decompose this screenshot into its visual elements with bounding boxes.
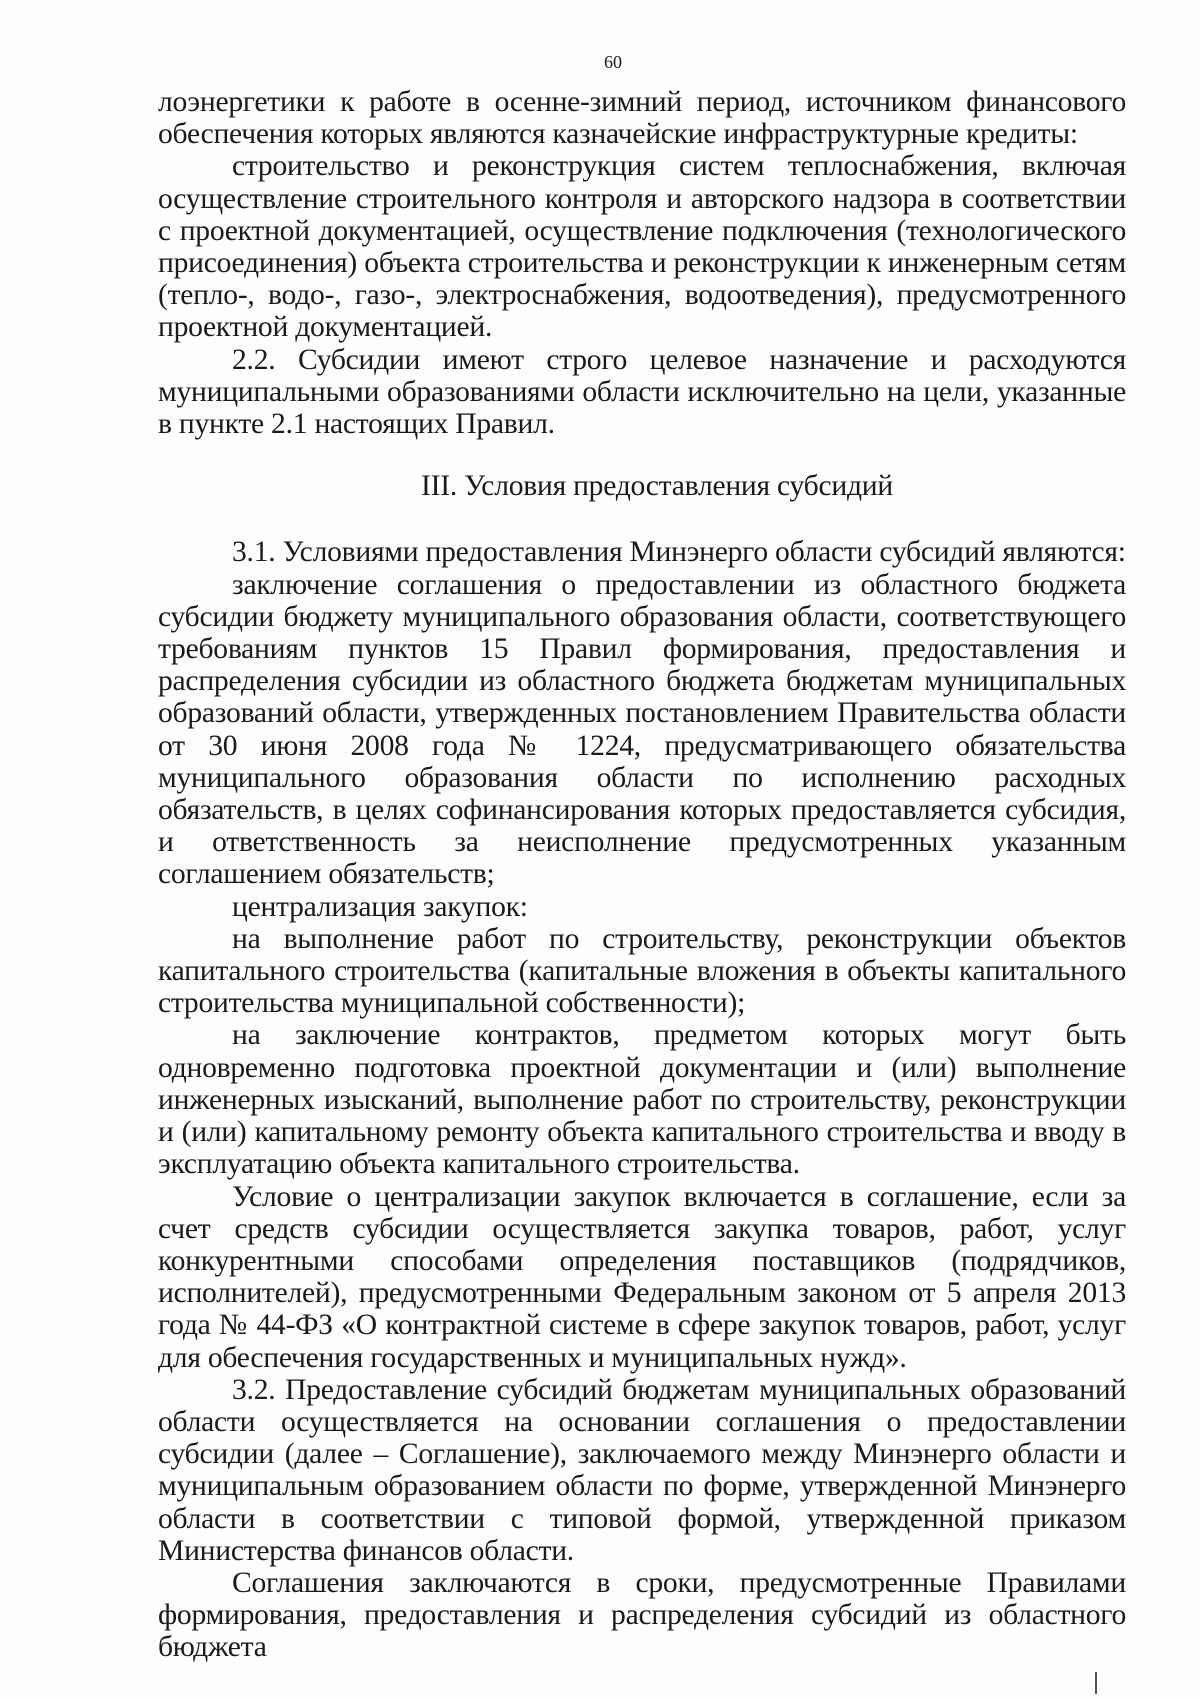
section-heading: III. Условия предоставления субсидий <box>421 470 893 503</box>
paragraph-continuation: лоэнергетики к работе в осенне-зимний период, источником финансового обеспечения которых являются казначейские инфраструктурные кредиты: <box>158 86 1126 151</box>
paragraph-agreement-conclusion: заключение соглашения о предоставлении из областного бюджета субсидии бюджету муниципального образования области, соответствующего требованиям пунктов 15 Правил формирования, предоставления и распределения субсидии из областного бюджета бюджетам муниципальных образований области, утвержденных постановлением Правительства области от 30 июня 2008 года № 1224, предусматривающего обязательства муниципального образования области по исполнению расходных обязательств, в целях софинансирования которых предоставляется субсидия, и ответственность за неисполнение предусмотренных указанным соглашением обязательств; <box>158 568 1126 891</box>
paragraph-centralization-condition: Условие о централизации закупок включается в соглашение, если за счет средств субсидии осуществляется закупка товаров, работ, услуг конкурентными способами определения поставщиков (подрядчиков, исполнителей), предусмотренными Федеральным законом от 5 апреля 2013 года № 44-ФЗ «О контрактной системе в сфере закупок товаров, работ, услуг для обеспечения государственных и муниципальных нужд». <box>158 1180 1126 1374</box>
page-number: 60 <box>604 52 622 72</box>
paragraph-contracts: на заключение контрактов, предметом которых могут быть одновременно подготовка проектной документации и (или) выполнение инженерных изысканий, выполнение работ по строительству, реконструкции и (или) капитальному ремонту объекта капитального строительства и вводу в эксплуатацию объекта капитального строительства. <box>158 1019 1126 1181</box>
paragraph-centralization: централизация закупок: <box>232 890 528 923</box>
paragraph-construction-works: на выполнение работ по строительству, реконструкции объектов капитального строительства (капитальные вложения в объекты капитального строительства муниципальной собственности); <box>158 922 1126 1020</box>
scan-mark <box>1095 1672 1097 1694</box>
document-body <box>158 86 1126 1664</box>
paragraph-2-2: 2.2. Субсидии имеют строго целевое назначение и расходуются муниципальными образованиями области исключительно на цели, указанные в пункте 2.1 настоящих Правил. <box>158 343 1126 441</box>
paragraph-agreement-terms: Соглашения заключаются в сроки, предусмотренные Правилами формирования, предоставления и распределения субсидий из областного бюджета <box>158 1566 1126 1664</box>
paragraph-3-2: 3.2. Предоставление субсидий бюджетам муниципальных образований области осуществляется на основании соглашения о предоставлении субсидии (далее – Соглашение), заключаемого между Минэнерго области и муниципальным образованием области по форме, утвержденной Минэнерго области в соответствии с типовой формой, утвержденной приказом Министерства финансов области. <box>158 1373 1126 1567</box>
paragraph-3-1: 3.1. Условиями предоставления Минэнерго области субсидий являются: <box>232 536 1126 569</box>
paragraph-heat-supply: строительство и реконструкция систем теплоснабжения, включая осуществление строительного контроля и авторского надзора в соответствии с проектной документацией, осуществление подключения (технологического присоединения) объекта строительства и реконструкции к инженерным сетям (тепло-, водо-, газо-, электроснабжения, водоотведения), предусмотренного проектной документацией. <box>158 150 1126 344</box>
